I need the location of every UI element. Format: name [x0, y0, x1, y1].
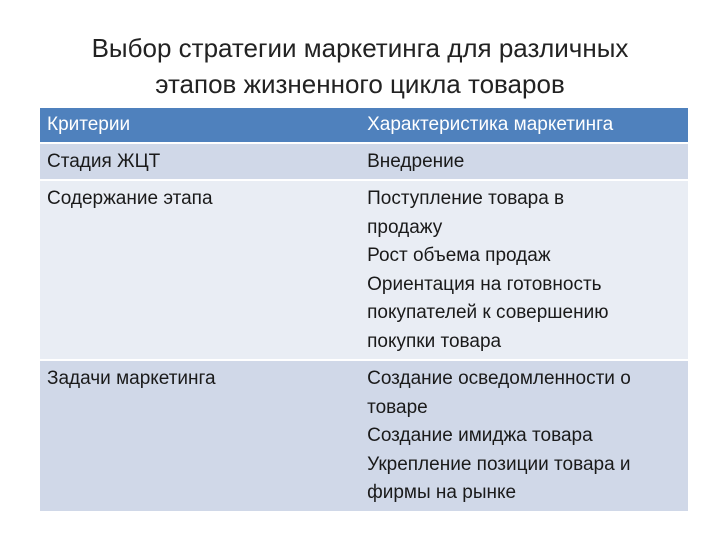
characteristic-line: покупателей к совершению	[367, 302, 609, 323]
characteristic-line: покупки товара	[367, 330, 502, 352]
table-row	[40, 180, 688, 360]
characteristic-line: Создание осведомленности о	[367, 368, 631, 389]
row-characteristic	[360, 180, 688, 360]
table-row	[40, 143, 688, 181]
characteristic-line: Внедрение	[367, 150, 465, 172]
slide-title-line-2: этапов жизненного цикла товаров	[155, 69, 565, 99]
slide-title-line-1: Выбор стратегии маркетинга для различных	[91, 33, 629, 63]
characteristic-line: Укрепление позиции товара и	[367, 453, 631, 475]
characteristic-line: товаре	[367, 396, 428, 418]
slide-title	[0, 30, 720, 102]
marketing-strategy-table	[40, 108, 688, 513]
table-row	[40, 360, 688, 512]
row-criterion: Стадия ЖЦТ	[40, 143, 360, 181]
characteristic-line: фирмы на рынке	[367, 482, 517, 503]
header-criteria: Критерии	[40, 108, 360, 143]
table-header-row	[40, 108, 688, 143]
characteristic-line: продажу	[367, 216, 443, 238]
header-characteristic: Характеристика маркетинга	[360, 108, 688, 143]
characteristic-line: Поступление товара в	[367, 188, 565, 209]
characteristic-line: Рост объема продаж	[367, 245, 551, 266]
characteristic-line: Ориентация на готовность	[367, 273, 602, 295]
row-criterion: Содержание этапа	[40, 180, 360, 360]
characteristic-line: Создание имиджа товара	[367, 425, 593, 446]
row-characteristic	[360, 360, 688, 512]
row-criterion: Задачи маркетинга	[40, 360, 360, 512]
row-characteristic	[360, 143, 688, 181]
